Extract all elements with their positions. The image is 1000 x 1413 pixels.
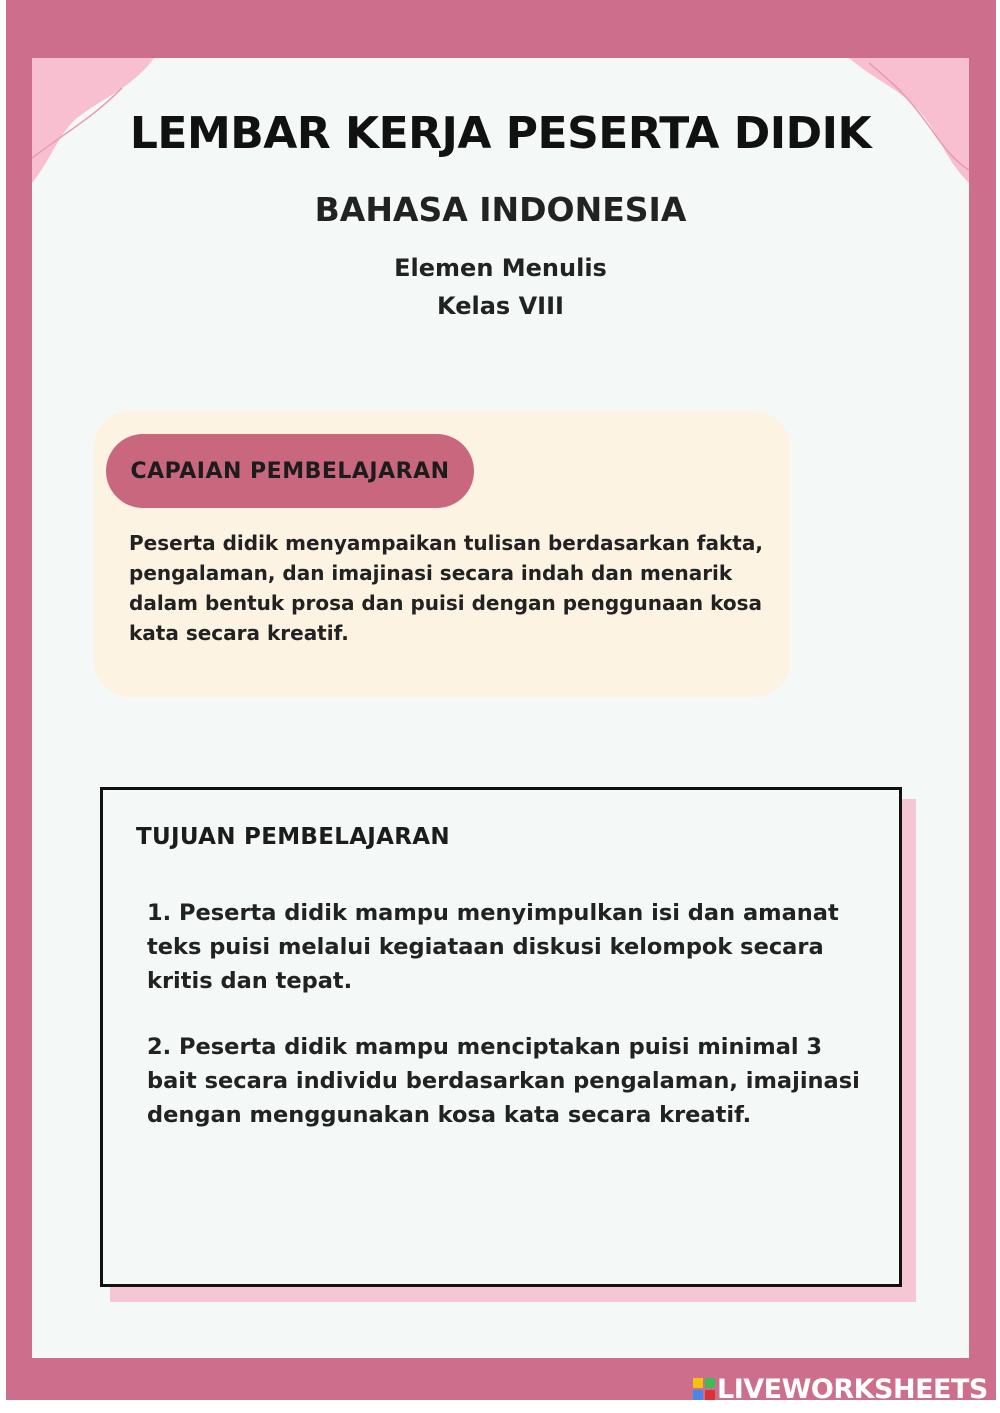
tujuan-item: 1. Peserta didik mampu menyimpulkan isi dan amanat teks puisi melalui kegiataan diskusi kelompok secara kritis dan tepat.: [147, 900, 839, 994]
capaian-heading: CAPAIAN PEMBELAJARAN: [106, 434, 474, 508]
class-label: Kelas VIII: [437, 292, 564, 320]
tujuan-item: 2. Peserta didik mampu menciptakan puisi minimal 3 bait secara individu berdasarkan pengalaman, imajinasi dengan menggunakan kosa kata secara kreatif.: [147, 1034, 860, 1128]
liveworksheets-logo: [693, 1373, 988, 1405]
liveworksheets-mark-icon: [693, 1378, 715, 1400]
subject-title: BAHASA INDONESIA: [314, 190, 687, 229]
tujuan-heading: TUJUAN PEMBELAJARAN: [136, 824, 450, 850]
worksheet-page: [32, 58, 969, 1358]
page-title: LEMBAR KERJA PESERTA DIDIK: [129, 108, 872, 159]
capaian-text: Peserta didik menyampaikan tulisan berdasarkan fakta, pengalaman, dan imajinasi secara indah dan menarik dalam bentuk prosa dan puisi dengan penggunaan kosa kata secara kreatif.: [129, 531, 763, 645]
liveworksheets-text: LIVEWORKSHEETS: [717, 1373, 988, 1405]
element-label: Elemen Menulis: [394, 254, 607, 282]
